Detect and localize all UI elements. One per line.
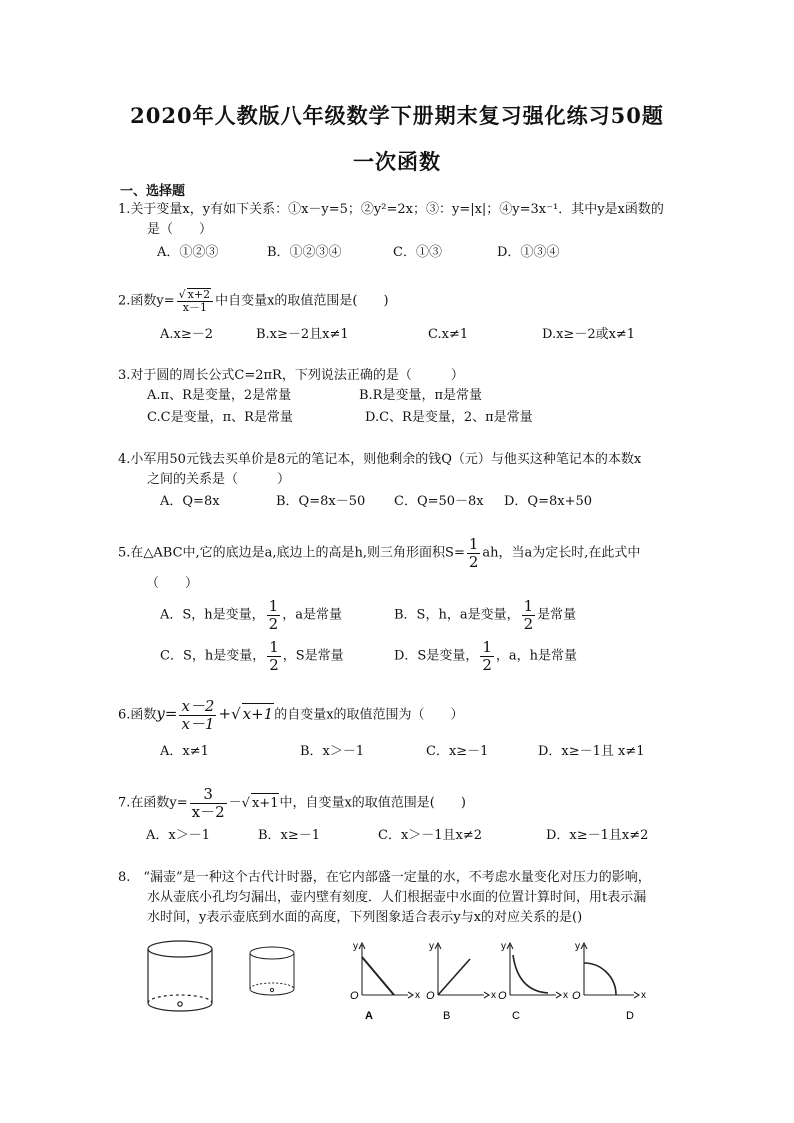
q2-radicand: x+2	[187, 288, 211, 301]
q5-option-b-fraction: $\frac{1}{2}$	[523, 597, 534, 633]
q7-stem-post: 中，自变量x的取值范围是( )	[279, 795, 466, 811]
q8-line2: 水从壶底小孔均匀漏出，壶内壁有刻度．人们根据壶中水面的位置计算时间，用t表示漏	[147, 890, 647, 905]
q3-option-c: C.C是变量，π、R是常量	[147, 410, 293, 425]
q8-line3: 水时间，y表示壶底到水面的高度，下列图象适合表示y与x的对应关系的是()	[147, 910, 583, 925]
q8-line1: 8. “漏壶”是一种这个古代计时器，在它内部盛一定量的水，不考虑水量变化对压力的影响，	[118, 870, 651, 885]
q2-option-b: B.x≥－2且x≠1	[256, 327, 349, 342]
graph-a	[359, 943, 413, 998]
q7-option-b: B．x≥－1	[258, 828, 321, 843]
graph-c-x-label: x	[563, 990, 568, 1001]
q7-option-d: D．x≥－1且x≠2	[546, 828, 649, 843]
question-3: 3.对于圆的周长公式C=2πR，下列说法正确的是（ ）	[118, 368, 464, 383]
q3-option-d: D.C、R是变量，2、π是常量	[365, 410, 533, 425]
q1-stem-line1: 1.关于变量x，y有如下关系：①x－y=5；②y²=2x；③：y=|x|；④y=3x⁻¹．其中y是x函数的	[118, 202, 664, 217]
q5-option-c: C．S，h是变量， $\frac{1}{2}$ ，S是常量	[160, 638, 344, 674]
q1-option-d: D．①③④	[497, 245, 560, 260]
q1-option-c: C．①③	[393, 245, 442, 260]
q6-option-c: C．x≥－1	[426, 744, 489, 759]
graph-a-x-label: x	[415, 990, 420, 1001]
graph-b-label: B	[443, 1010, 451, 1022]
q5-option-a-fraction: $\frac{1}{2}$	[268, 597, 279, 633]
graph-a-y-label: y	[353, 941, 358, 952]
q6-fraction: $\frac{x-2}{x-1}$	[181, 697, 215, 733]
q7-option-c: C．x＞－1且x≠2	[378, 828, 483, 843]
q4-stem-line2: 之间的关系是（ ）	[147, 472, 291, 487]
graph-a-origin: O	[350, 990, 359, 1002]
q6-stem-post: 的自变量x的取值范围为（ ）	[274, 707, 464, 723]
graph-c	[507, 943, 561, 998]
q5-option-d-fraction: $\frac{1}{2}$	[482, 638, 492, 674]
graph-c-origin: O	[498, 990, 507, 1002]
q4-stem-line1: 4.小军用50元钱去买单价是8元的笔记本，则他剩余的钱Q（元）与他买这种笔记本的本数x	[118, 452, 642, 467]
question-4	[118, 450, 698, 490]
q6-radicand: x+1	[242, 704, 274, 723]
q2-denominator: x－1	[182, 301, 207, 315]
q5-stem-post: ah，当a为定长时,在此式中	[482, 545, 641, 561]
q3-option-a: A.π、R是变量，2是常量	[147, 388, 292, 403]
graph-d-y-label: y	[575, 941, 580, 952]
graph-b-origin: O	[426, 990, 435, 1002]
graph-d-label: D	[626, 1010, 634, 1022]
question-7: 7.在函数y= $\frac{3}{x-2}$ －√ x+1中，自变量x的取值范围是( )	[118, 785, 466, 821]
small-cylinder-figure	[250, 947, 294, 995]
graph-c-y-label: y	[501, 941, 506, 952]
q5-option-b: B．S，h，a是变量， $\frac{1}{2}$ 是常量	[394, 597, 577, 633]
graph-b	[435, 943, 489, 998]
graph-d-x-label: x	[641, 990, 646, 1001]
graph-d-origin: O	[572, 990, 581, 1002]
q2-option-d: D.x≥－2或x≠1	[542, 327, 636, 342]
q7-option-a: A．x＞－1	[146, 828, 210, 843]
graph-c-label: C	[512, 1010, 520, 1022]
q7-radicand: x+1	[251, 793, 280, 814]
q2-stem-pre: 2.函数y=	[118, 293, 175, 309]
page-subtitle: 一次函数	[353, 149, 441, 174]
q2-option-a: A.x≥－2	[160, 327, 214, 342]
q2-stem-post: 中自变量x的取值范围是( )	[215, 293, 389, 309]
q1-option-a: A．①②③	[157, 245, 219, 260]
graph-a-label: A	[365, 1010, 373, 1022]
graph-d	[581, 943, 639, 998]
q4-option-c: C．Q=50－8x	[394, 494, 484, 509]
q1-stem-line2: 是（ ）	[147, 222, 213, 237]
q6-option-d: D．x≥－1且 x≠1	[538, 744, 645, 759]
large-cylinder-figure	[148, 941, 212, 1011]
q6-option-b: B．x＞－1	[300, 744, 365, 759]
question-1	[118, 200, 698, 240]
question-2	[118, 288, 698, 314]
q4-option-a: A．Q=8x	[160, 494, 220, 509]
q5-option-d: D．S是变量， $\frac{1}{2}$ ，a，h是常量	[394, 638, 578, 674]
q8-figures	[140, 935, 660, 1030]
page-title: 2020年人教版八年级数学下册期末复习强化练习50题	[130, 103, 664, 128]
q4-option-d: D．Q=8x+50	[504, 494, 593, 509]
q5-fraction: $\frac{1}{2}$	[468, 535, 479, 571]
question-6: 6.函数y= $\frac{x-2}{x-1}$ +√ x+1的自变量x的取值范围为（ ）	[118, 697, 464, 733]
question-5	[118, 536, 698, 570]
q5-option-c-fraction: $\frac{1}{2}$	[269, 638, 279, 674]
section-heading: 一、选择题	[120, 184, 186, 199]
q3-option-b: B.R是变量，π是常量	[359, 388, 483, 403]
q5-paren: （ ）	[146, 576, 199, 591]
q2-option-c: C.x≠1	[428, 327, 469, 342]
q6-option-a: A．x≠1	[160, 744, 209, 759]
q4-option-b: B．Q=8x－50	[276, 494, 366, 509]
q7-fraction: $\frac{3}{x-2}$	[191, 785, 225, 821]
graph-b-x-label: x	[491, 990, 496, 1001]
graph-b-y-label: y	[429, 941, 434, 952]
q1-option-b: B．①②③④	[267, 245, 342, 260]
q5-stem-pre: 5.在△ABC中,它的底边是a,底边上的高是h,则三角形面积S=	[118, 545, 465, 561]
q2-fraction: $\frac{√ x+2}{x-1}$	[177, 288, 213, 314]
q5-option-a: A．S，h是变量， $\frac{1}{2}$ ，a是常量	[160, 597, 342, 633]
question-8	[118, 868, 718, 928]
